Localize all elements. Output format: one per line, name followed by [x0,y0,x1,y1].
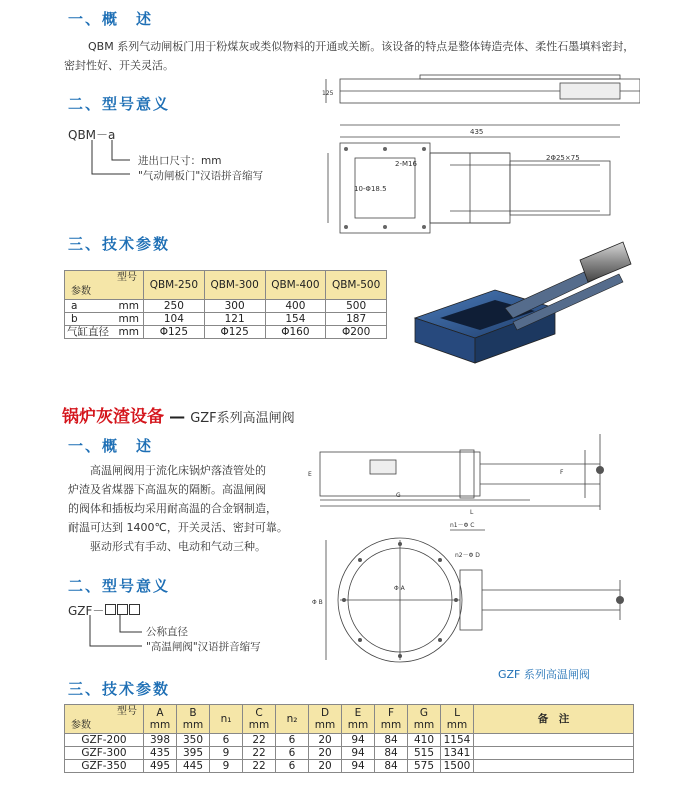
gzf-model-lines [68,614,158,654]
qbm-model-code: QBM－a [68,128,116,142]
gzf-col-header: n₂ [276,705,309,734]
qbm-drawing-label: 2-M16 [395,160,417,168]
gzf-col-header: G mm [408,705,441,734]
qbm-overview-heading: 一、概 述 [68,10,154,28]
gzf-overview-heading: 一、概 述 [68,437,154,455]
qbm-col-header: QBM-500 [326,271,387,300]
qbm-technical-drawing [320,65,640,250]
gzf-remark-header: 备 注 [474,705,634,734]
qbm-col-header: QBM-250 [144,271,205,300]
qbm-model-heading: 二、型号意义 [68,95,171,113]
gzf-drawing-label: L [470,509,474,516]
qbm-params-heading: 三、技术参数 [68,235,171,253]
gzf-section-title: 锅炉灰渣设备 — GZF系列高温闸阀 [62,407,295,427]
gzf-drawing-label: n1－Φ C [450,522,475,529]
gzf-col-header: B mm [177,705,210,734]
gzf-col-header: E mm [342,705,375,734]
gzf-col-header: D mm [309,705,342,734]
gzf-col-header: A mm [144,705,177,734]
gzf-drawing-label: Φ A [394,585,405,592]
gzf-corner-cell: 型号 参数 [65,705,144,734]
gzf-model-anno-a: 公称直径 [146,626,188,638]
qbm-drawing-label: 2Φ25×75 [546,154,580,162]
qbm-product-photo [405,238,635,386]
gzf-drawing-label: E [308,471,312,478]
qbm-model-anno-b: "气动闸板门"汉语拼音缩写 [138,170,264,182]
table-row: 气缸直径 mm Φ125 Φ125 Φ160 Φ200 [65,326,387,339]
table-row: a mm 250 300 400 500 [65,300,387,313]
qbm-drawing-label: 435 [470,128,484,136]
table-row: b mm 104 121 154 187 [65,313,387,326]
gzf-col-header: C mm [243,705,276,734]
gzf-drawing-label: G [396,492,401,499]
qbm-col-header: QBM-400 [265,271,326,300]
table-row: GZF-200 398 350 6 22 6 20 94 84 410 1154 [65,734,634,747]
gzf-params-heading: 三、技术参数 [68,680,171,698]
gzf-model-code: GZF－ [68,602,140,619]
gzf-technical-drawing [300,430,640,670]
table-row: GZF-300 435 395 9 22 6 20 94 84 515 1341 [65,747,634,760]
qbm-model-anno-a: 进出口尺寸：mm [138,155,222,167]
gzf-col-header: F mm [375,705,408,734]
qbm-drawing-label: 10-Φ18.5 [354,185,387,193]
qbm-overview-text: QBM 系列气动闸板门用于粉煤灰或类似物料的开通或关断。该设备的特点是整体铸造壳体、柔性石墨填料密封， 密封性好、开关灵活。 [64,40,635,72]
gzf-model-heading: 二、型号意义 [68,577,171,595]
qbm-model-lines [68,138,148,182]
gzf-overview-text: 高温闸阀用于流化床锅炉落渣管处的 炉渣及省煤器下高温灰的隔断。高温闸阀 的阀体和插板均采用耐高温的合金钢制造， 耐温可达到 1400℃，开关灵活、密封可靠。 驱动形式有手动、电动和气动三种。 [68,464,288,553]
gzf-drawing-label: F [560,469,564,476]
qbm-corner-cell: 型号 参数 [65,271,144,300]
gzf-drawing-label: n2－Φ D [455,552,480,559]
qbm-drawing-label: 125 [322,90,334,97]
qbm-col-header: QBM-300 [204,271,265,300]
gzf-drawing-caption: GZF 系列高温闸阀 [498,668,590,681]
gzf-col-header: L mm [441,705,474,734]
table-row: GZF-350 495 445 9 22 6 20 94 84 575 1500 [65,760,634,773]
qbm-spec-table [64,270,387,339]
gzf-spec-table [64,704,634,773]
gzf-col-header: n₁ [210,705,243,734]
gzf-drawing-label: Φ B [312,599,323,606]
gzf-model-anno-b: "高温闸阀"汉语拼音缩写 [146,641,261,653]
